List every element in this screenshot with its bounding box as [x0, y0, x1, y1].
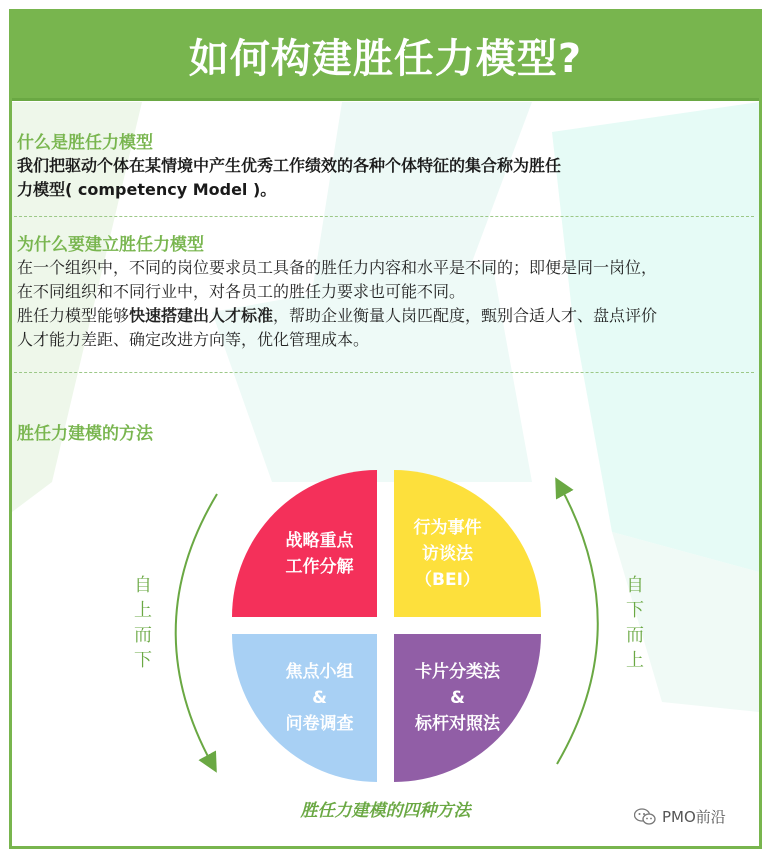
why-line-3-post: ，帮助企业衡量人岗匹配度，甄别合适人才、盘点评价	[273, 306, 658, 325]
method-tl-line1: 战略重点	[285, 530, 354, 551]
method-bl-line2: &	[312, 688, 327, 708]
bottom-up-arrow	[557, 486, 598, 764]
top-down-char: 上	[134, 600, 152, 621]
page-title: 如何构建胜任力模型?	[188, 35, 583, 82]
brand-text: PMO前沿	[662, 808, 726, 826]
infographic-frame	[9, 9, 762, 849]
why-line-2: 在不同组织和不同行业中，对各员工的胜任力要求也可能不同。	[17, 282, 466, 301]
top-down-char: 而	[134, 625, 152, 646]
top-down-label	[131, 573, 155, 673]
direction-arrows	[12, 12, 759, 846]
method-tr-line1: 行为事件	[413, 517, 482, 538]
top-down-char: 自	[134, 575, 152, 596]
method-br-line3: 标杆对照法	[415, 714, 500, 734]
diagram-caption: 胜任力建模的四种方法	[300, 801, 471, 821]
wechat-icon	[634, 808, 656, 826]
section-heading-what-is: 什么是胜任力模型	[17, 133, 153, 153]
method-tr-line2: 访谈法（BEI）	[415, 543, 480, 590]
bottom-up-char: 自	[626, 575, 644, 596]
top-down-arrow	[176, 494, 217, 764]
definition-line-1: 我们把驱动个体在某情境中产生优秀工作绩效的各种个体特征的集合称为胜任	[17, 156, 562, 175]
top-down-char: 下	[134, 650, 152, 671]
method-br-line1: 卡片分类法	[415, 662, 500, 682]
method-bl-line1: 焦点小组	[285, 662, 354, 682]
why-line-3-pre: 胜任力模型能够	[17, 306, 130, 325]
method-bl-line3: 问卷调查	[285, 714, 354, 734]
bottom-up-char: 下	[626, 600, 644, 621]
why-line-4: 人才能力差距、确定改进方向等，优化管理成本。	[17, 330, 370, 349]
section-heading-why: 为什么要建立胜任力模型	[17, 235, 204, 255]
method-tl-line2: 工作分解	[285, 556, 354, 577]
section-heading-methods: 胜任力建模的方法	[17, 424, 153, 444]
why-line-1: 在一个组织中，不同的岗位要求员工具备的胜任力内容和水平是不同的；即便是同一岗位，	[17, 258, 658, 277]
why-line-3-bold: 快速搭建出人才标准	[129, 306, 274, 325]
definition-line-2: 力模型( competency Model )。	[17, 180, 277, 199]
bottom-up-char: 上	[626, 650, 644, 671]
bottom-up-label	[623, 573, 647, 673]
method-br-line2: &	[450, 688, 465, 708]
bottom-up-char: 而	[626, 625, 644, 646]
brand-watermark	[634, 806, 726, 827]
